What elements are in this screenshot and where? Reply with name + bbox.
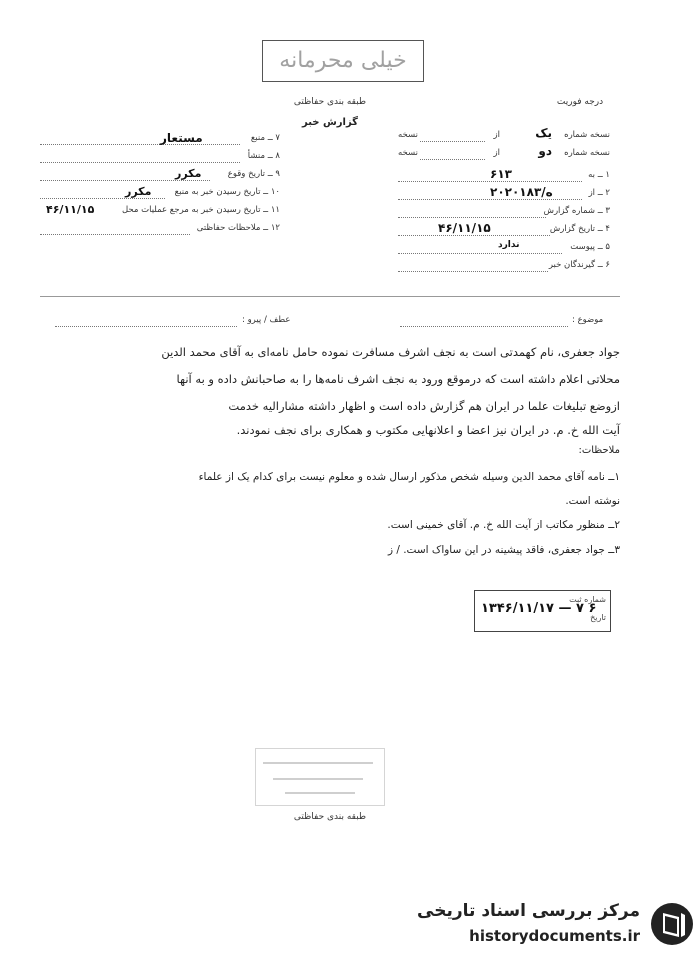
body-line: ۳ــ جواد جعفری، فاقد پیشینه در این ساواک است. / ز xyxy=(387,544,620,556)
field-row xyxy=(40,169,280,185)
watermark xyxy=(400,895,695,955)
field-row xyxy=(40,133,280,149)
body-line: محلاتی اعلام داشته است که درموقع ورود به نجف اشرف نامه‌ها را به صاحبانش داده و به آنها xyxy=(176,372,620,386)
body-line: ۲ــ منظور مکاتب از آیت الله خ. م. آقای خمینی است. xyxy=(387,519,620,531)
field-value: ۶۱۳ xyxy=(490,167,512,181)
field-value: مکرر xyxy=(175,167,202,180)
classification-stamp xyxy=(262,40,424,82)
field-row xyxy=(398,260,610,276)
subject-label: موضوع : xyxy=(572,315,604,325)
body-line: آیت الله خ. م. در ایران نیز اعضا و اعلانهایی مکتوب و همکاری برای نجف نمودند. xyxy=(236,423,620,437)
field-row xyxy=(398,167,610,186)
registry-stamp-number-label: شماره ثبت xyxy=(569,595,606,604)
form-separator xyxy=(40,296,620,297)
field-row xyxy=(398,242,610,258)
priority-label: درجه فوریت xyxy=(556,97,604,107)
copy-value: دو xyxy=(538,144,552,158)
classification-stamp-text: خیلی محرمانه xyxy=(279,48,407,73)
field-label: ۴ ــ تاریخ گزارش xyxy=(549,224,610,234)
reference-label: عطف / پیرو : xyxy=(242,315,291,325)
field-row xyxy=(398,206,610,222)
field-label: ۶ ــ گیرندگان خبر xyxy=(548,260,610,270)
field-label: ۱ ــ به xyxy=(588,170,610,180)
field-value: مکرر xyxy=(125,185,152,198)
copy-row xyxy=(398,144,610,164)
field-label: ۲ ــ از xyxy=(588,188,610,198)
copy-suffix: نسخه xyxy=(398,148,418,158)
field-label: ۱۰ ــ تاریخ رسیدن خبر به منبع xyxy=(174,187,280,197)
field-row xyxy=(40,223,280,239)
watermark-url: historydocuments.ir xyxy=(469,927,640,945)
field-label: ۵ ــ پیوست xyxy=(570,242,610,252)
copy-label: نسخه شماره xyxy=(564,148,610,158)
watermark-logo-icon xyxy=(649,899,695,949)
registry-stamp-handwriting: ۱۳۴۶/۱۱/۱۷ — ۷ ۶ xyxy=(481,601,597,616)
copy-mid: از xyxy=(493,148,500,158)
field-value: ۴۶/۱۱/۱۵ xyxy=(46,203,95,216)
copy-label: نسخه شماره xyxy=(564,130,610,140)
field-value: ۴۶/۱۱/۱۵ xyxy=(438,221,491,235)
body-line: جواد جعفری، نام کهمدتی است به نجف اشرف مسافرت نموده حامل نامه‌ای به آقای محمد الدین xyxy=(161,345,620,359)
field-label: ۸ ــ منشأ xyxy=(247,151,280,161)
reference-dots xyxy=(55,326,237,327)
copy-row xyxy=(398,126,610,146)
field-value: مستعار xyxy=(160,131,203,145)
registry-stamp xyxy=(474,590,611,632)
field-label: ۳ ــ شماره گزارش xyxy=(543,206,610,216)
field-label: ۹ ــ تاریخ وقوع xyxy=(227,169,280,179)
field-value: ندارد xyxy=(498,240,520,250)
field-value: ۲۰ه/۲۰۱۸۳ xyxy=(490,185,553,199)
body-line: ملاحظات: xyxy=(578,445,620,456)
registry-stamp-date-label: تاریخ xyxy=(590,613,606,622)
field-row xyxy=(398,185,610,204)
copy-value: یک xyxy=(535,126,552,140)
bottom-stamp xyxy=(255,748,385,806)
copy-suffix: نسخه xyxy=(398,130,418,140)
body-line: ازوضع تبلیغات علما در ایران هم گزارش داده است و اظهار داشته مشارالیه خدمت xyxy=(228,399,620,413)
body-line: نوشته است. xyxy=(565,495,620,507)
classification-label: طبقه بندی حفاظتی xyxy=(293,97,367,107)
field-row xyxy=(40,205,280,221)
field-label: ۱۲ ــ ملاحظات حفاظتی xyxy=(196,223,280,233)
subject-dots xyxy=(400,326,568,327)
field-label: ۱۱ ــ تاریخ رسیدن خبر به مرجع عملیات محل xyxy=(121,205,280,215)
field-row xyxy=(40,187,280,203)
body-line: ۱ــ نامه آقای محمد الدین وسیله شخص مذکور ارسال شده و معلوم نیست برای کدام یک از علماء xyxy=(198,471,620,483)
footer-classification-label: طبقه بندی حفاظتی xyxy=(293,812,367,822)
field-row xyxy=(40,151,280,167)
watermark-org: مرکز بررسی اسناد تاریخی xyxy=(417,901,640,921)
form-title: گزارش خبر xyxy=(301,117,358,128)
copy-mid: از xyxy=(493,130,500,140)
field-label: ۷ ــ منبع xyxy=(250,133,280,143)
field-row xyxy=(398,221,610,240)
